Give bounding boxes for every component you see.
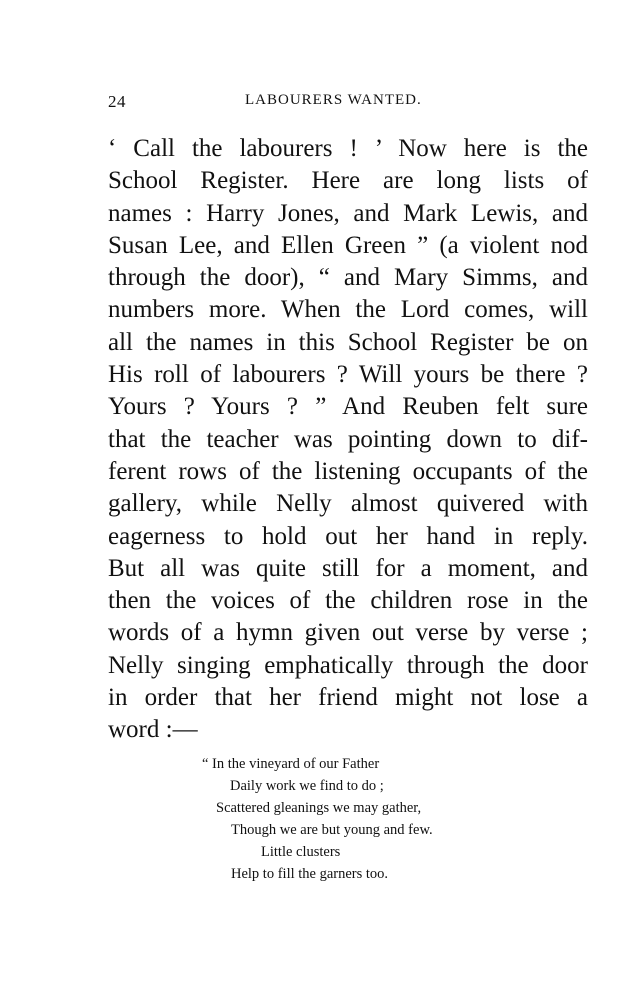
body-line: ‘ Call the labourers ! ’ Now here is the [108,135,588,162]
body-line: then the voices of the children rose in the [108,587,588,615]
body-line: numbers more. When the Lord comes, will [108,296,588,324]
running-title: LABOURERS WANTED. [245,92,422,108]
body-line: through the door), “ and Mary Simms, and [108,264,588,292]
body-line: gallery, while Nelly almost quivered with [108,490,588,518]
running-header [0,92,631,116]
body-paragraph [108,133,588,747]
body-line: words of a hymn given out verse by verse ; [108,619,588,647]
body-line: But all was quite still for a moment, and [108,554,588,582]
body-line: all the names in this School Register be on [108,328,588,356]
body-line: Nelly singing emphatically through the door [108,651,588,679]
body-line: School Register. Here are long lists of [108,167,588,195]
body-line: names : Harry Jones, and Mark Lewis, and [108,199,588,227]
verse-line: Scattered gleanings we may gather, [216,800,422,816]
page-number: 24 [108,92,126,111]
verse-line: “ In the vineyard of our Father [202,756,380,772]
body-line: eagerness to hold out her hand in reply. [108,522,588,550]
body-line: Yours ? Yours ? ” And Reuben felt sure [108,393,588,421]
body-line: His roll of labourers ? Will yours be there ? [108,361,588,389]
body-line: that the teacher was pointing down to dif- [108,425,588,453]
body-line: in order that her friend might not lose a [108,684,588,712]
verse-line: Help to fill the garners too. [231,866,389,882]
verse-line: Though we are but young and few. [231,822,433,838]
body-line: Susan Lee, and Ellen Green ” (a violent nod [108,231,588,259]
verse-line: Daily work we find to do ; [230,778,384,794]
verse-line: Little clusters [261,844,341,860]
body-line: ferent rows of the listening occupants of the [108,457,588,485]
body-line: word :— [108,716,198,744]
